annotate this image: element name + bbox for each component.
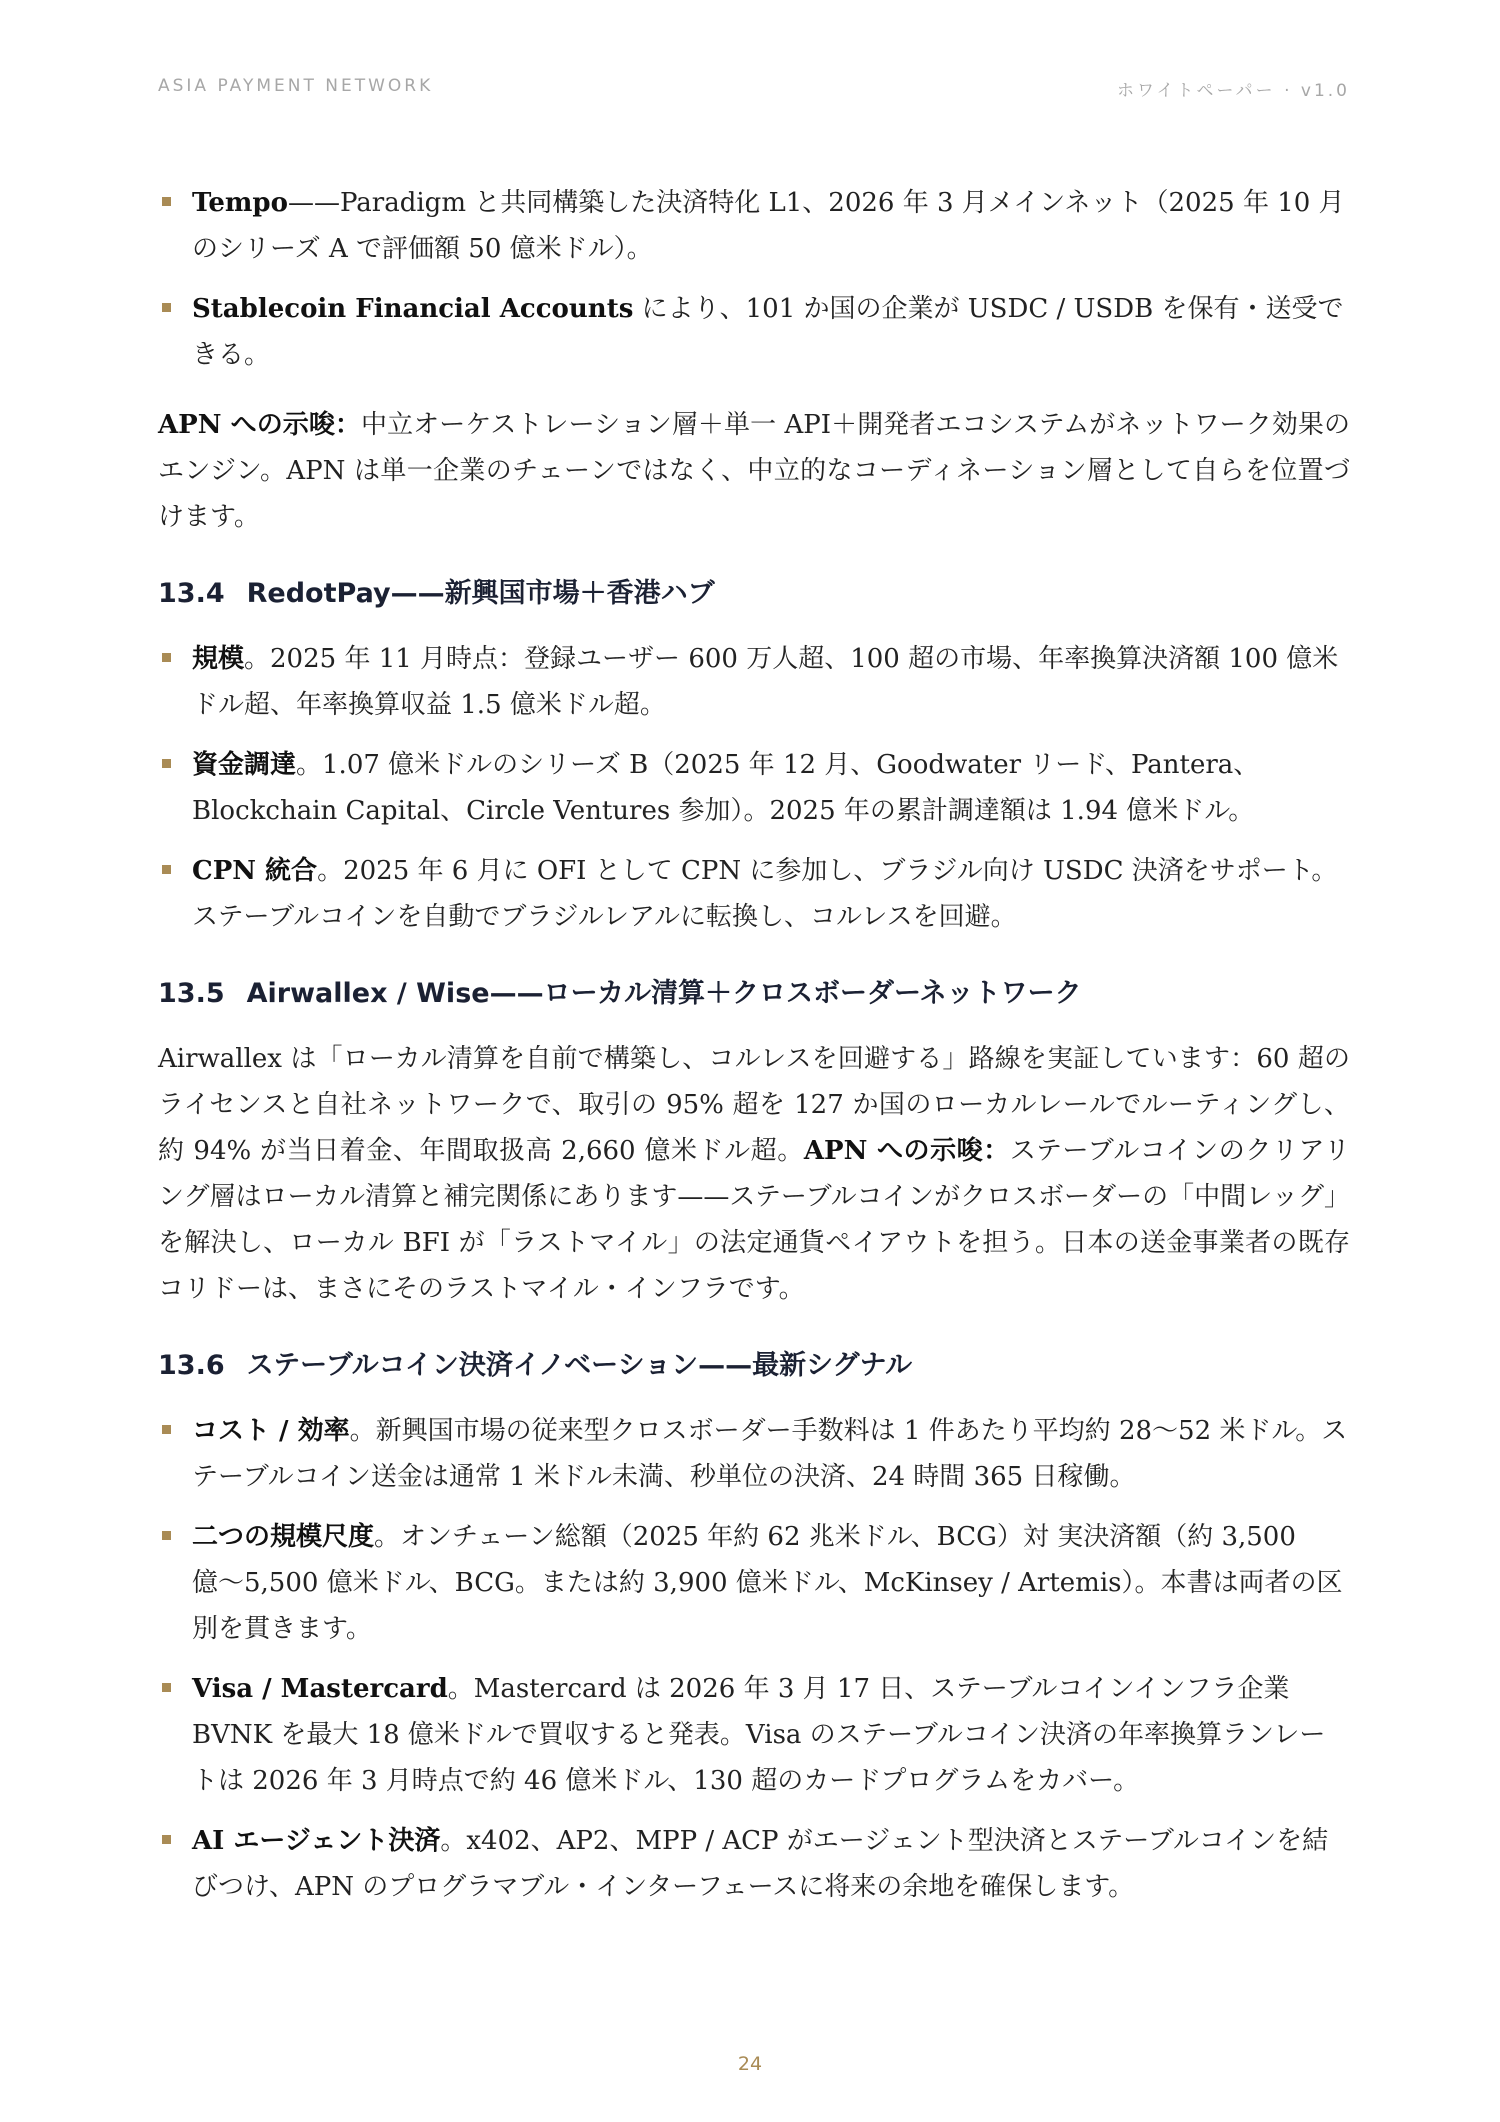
bullet-text: 。オンチェーン総額（2025 年約 62 兆米ドル、BCG）対 実決済額（約 3,500 億〜5,500 億米ドル、BCG。または約 3,900 億米ドル、McKinsey / Artemis）。本書は両者の区別を貫きます。: [192, 1522, 1343, 1644]
bullet-marker: [162, 759, 171, 768]
page-header: [158, 76, 1350, 101]
list-item: [158, 848, 1350, 940]
list-item: [158, 636, 1350, 728]
bullet-marker: [162, 1531, 171, 1540]
bullet-text: 。新興国市場の従来型クロスボーダー手数料は 1 件あたり平均約 28〜52 米ドル。ステーブルコイン送金は通常 1 米ドル未満、秒単位の決済、24 時間 365 日稼働。: [192, 1416, 1348, 1492]
bullet-bold-term: CPN 統合: [192, 856, 318, 886]
list-item: [158, 1818, 1350, 1910]
section-number: 13.5: [158, 978, 225, 1009]
section-title: Airwallex / Wise——ローカル清算＋クロスボーダーネットワーク: [246, 978, 1082, 1009]
section-heading-13-6: [158, 1346, 1350, 1386]
bullet-bold-term: コスト / 効率: [192, 1416, 350, 1446]
bullet-marker: [162, 1683, 171, 1692]
section-number: 13.6: [158, 1350, 225, 1381]
section-heading-13-5: [158, 974, 1350, 1014]
bullet-marker: [162, 303, 171, 312]
bullet-marker: [162, 197, 171, 206]
paragraph-text: Airwallex は「ローカル清算を自前で構築し、コルレスを回避する」路線を実証しています：60 超のライセンスと自社ネットワークで、取引の 95% 超を 127 か国のローカルレールでルーティングし、約 94% が当日着金、年間取扱高 2,660 億米ドル超。: [158, 1044, 1350, 1166]
bullet-text: ——Paradigm と共同構築した決済特化 L1、2026 年 3 月メインネット（2025 年 10 月のシリーズ A で評価額 50 億米ドル）。: [192, 188, 1345, 264]
page-number: 24: [737, 2053, 763, 2075]
bullet-marker: [162, 1425, 171, 1434]
bullet-marker: [162, 865, 171, 874]
bullet-marker: [162, 1835, 171, 1844]
bullet-bold-term: Tempo: [192, 188, 288, 218]
bullet-text: 。1.07 億米ドルのシリーズ B（2025 年 12 月、Goodwater リード、Pantera、Blockchain Capital、Circle Ventures 参加）。2025 年の累計調達額は 1.94 億米ドル。: [192, 750, 1260, 826]
redotpay-bullet-list: [158, 636, 1350, 940]
bullet-bold-term: 二つの規模尺度: [192, 1522, 375, 1552]
bullet-bold-term: Stablecoin Financial Accounts: [192, 294, 634, 324]
paragraph-text: 中立オーケストレーション層＋単一 API＋開発者エコシステムがネットワーク効果のエンジン。APN は単一企業のチェーンではなく、中立的なコーディネーション層として自らを位置づけます。: [158, 410, 1350, 532]
top-bullet-list: [158, 180, 1350, 378]
signals-bullet-list: [158, 1408, 1350, 1910]
list-item: [158, 1408, 1350, 1500]
list-item: [158, 1666, 1350, 1804]
bullet-text: 。x402、AP2、MPP / ACP がエージェント型決済とステーブルコインを結びつけ、APN のプログラマブル・インターフェースに将来の余地を確保します。: [192, 1826, 1329, 1902]
bullet-text: 。2025 年 11 月時点：登録ユーザー 600 万人超、100 超の市場、年率換算決済額 100 億米ドル超、年率換算収益 1.5 億米ドル超。: [192, 644, 1339, 720]
section-title: RedotPay——新興国市場＋香港ハブ: [246, 578, 715, 609]
list-item: [158, 286, 1350, 378]
section-number: 13.4: [158, 578, 225, 609]
airwallex-paragraph: [158, 1036, 1350, 1312]
paragraph-bold-lead: APN への示唆：: [803, 1136, 1010, 1166]
bullet-bold-term: Visa / Mastercard: [192, 1674, 448, 1704]
section-heading-13-4: [158, 574, 1350, 614]
list-item: [158, 1514, 1350, 1652]
paragraph-bold-lead: APN への示唆：: [158, 410, 362, 440]
header-doc-title: ホワイトペーパー · v1.0: [1117, 81, 1350, 101]
bullet-bold-term: AI エージェント決済: [192, 1826, 441, 1856]
apn-implication-paragraph: [158, 402, 1350, 540]
bullet-text: により、101 か国の企業が USDC / USDB を保有・送受できる。: [192, 294, 1344, 370]
list-item: [158, 180, 1350, 272]
section-title: ステーブルコイン決済イノベーション——最新シグナル: [246, 1350, 913, 1381]
header-publisher: ASIA PAYMENT NETWORK: [158, 76, 434, 96]
bullet-text: 。Mastercard は 2026 年 3 月 17 日、ステーブルコインインフラ企業 BVNK を最大 18 億米ドルで買収すると発表。Visa のステーブルコイン決済の年率換算ランレートは 2026 年 3 月時点で約 46 億米ドル、130 超のカードプログラムをカバー。: [192, 1674, 1326, 1796]
bullet-bold-term: 規模: [192, 644, 245, 674]
bullet-marker: [162, 653, 171, 662]
bullet-bold-term: 資金調達: [192, 750, 297, 780]
bullet-text: 。2025 年 6 月に OFI として CPN に参加し、ブラジル向け USDC 決済をサポート。ステーブルコインを自動でブラジルレアルに転換し、コルレスを回避。: [192, 856, 1338, 932]
page-content: [158, 180, 1350, 1934]
list-item: [158, 742, 1350, 834]
paragraph-text: ステーブルコインのクリアリング層はローカル清算と補完関係にあります——ステーブルコインがクロスボーダーの「中間レッグ」を解決し、ローカル BFI が「ラストマイル」の法定通貨ペイアウトを担う。日本の送金事業者の既存コリドーは、まさにそのラストマイル・インフラです。: [158, 1136, 1351, 1304]
